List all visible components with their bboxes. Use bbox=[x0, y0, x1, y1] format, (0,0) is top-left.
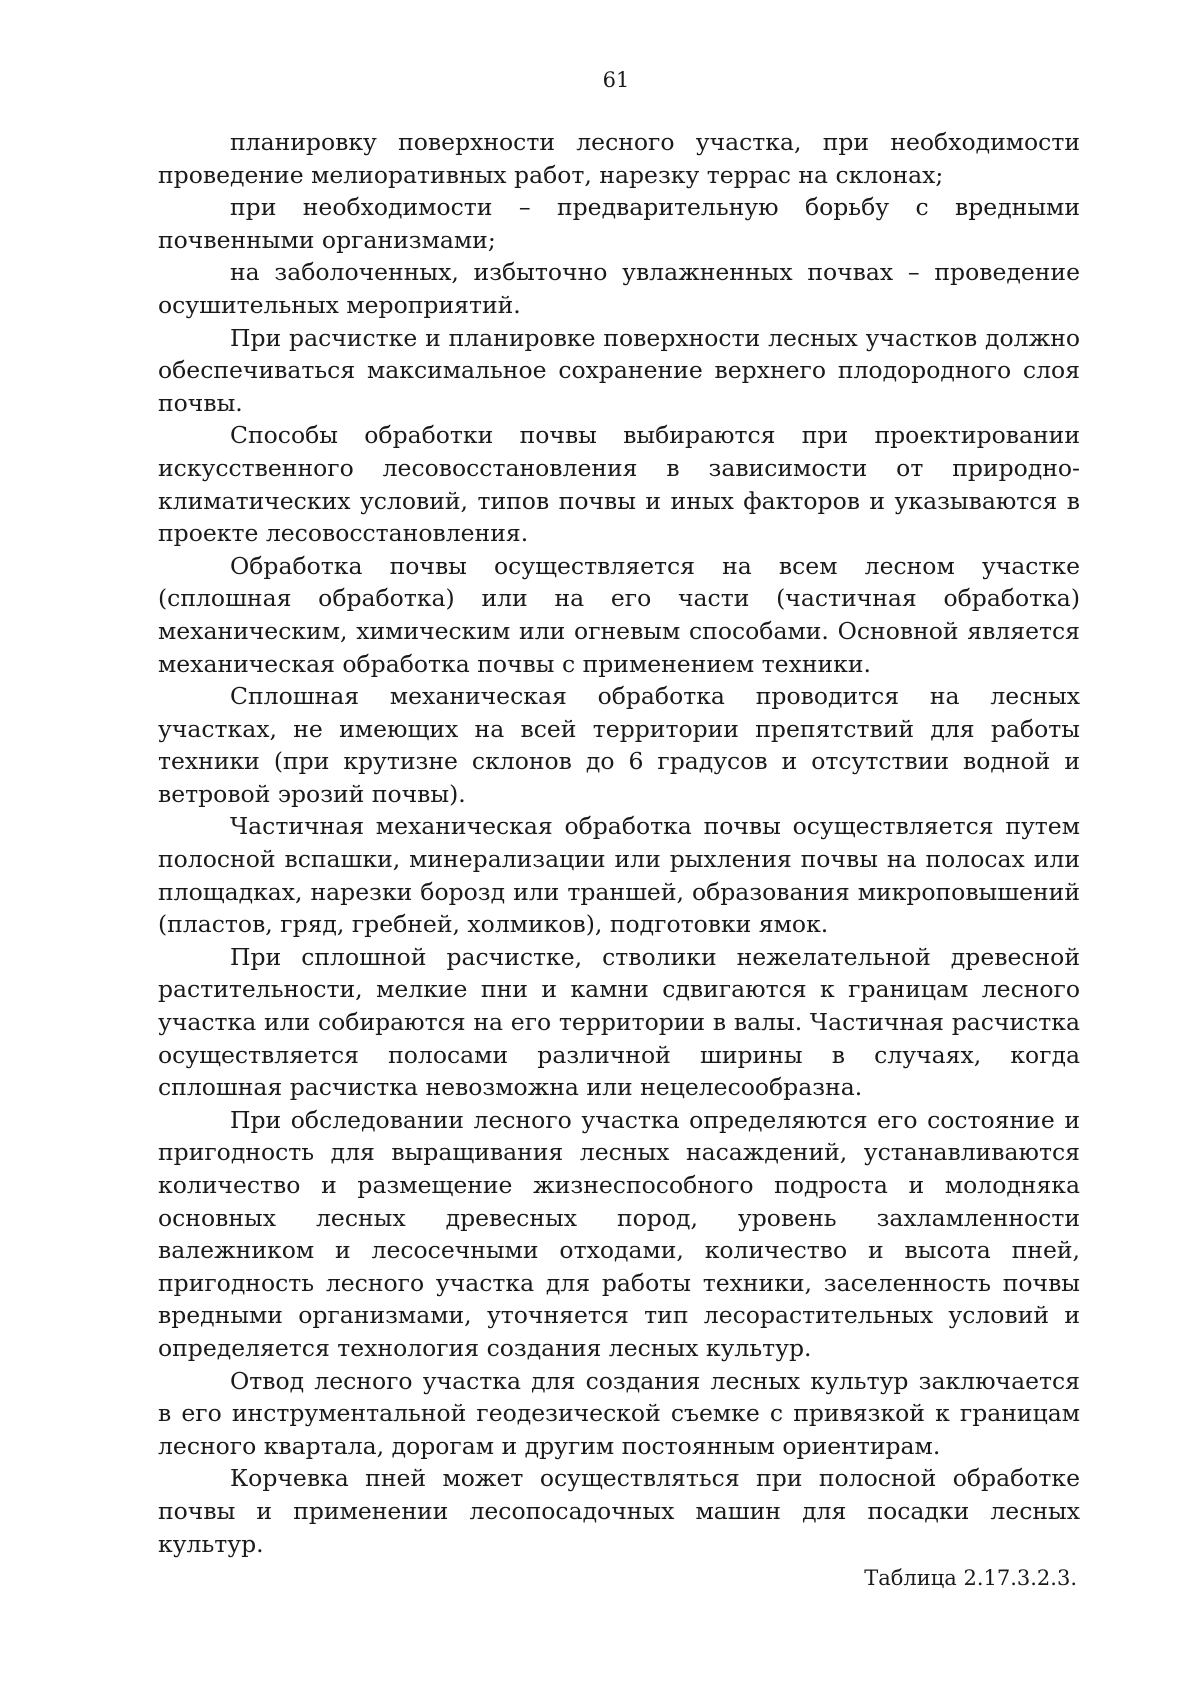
paragraph-tillage-types: Обработка почвы осуществляется на всем лесном участке (сплошная обработка) или на его части (частичная обработка) механическим, химическим или огневым способами. Основной является механическая обработка почвы с применением техники. bbox=[158, 551, 1080, 678]
paragraph-partial-tillage: Частичная механическая обработка почвы осуществляется путем полосной вспашки, минерализации или рыхления почвы на полосах или площадках, нарезки борозд или траншей, образования микроповышений (пластов, гряд, гребней, холмиков), подготовки ямок. bbox=[158, 812, 1080, 939]
paragraph-tillage-methods: Способы обработки почвы выбираются при проектировании искусственного лесовосстановления в зависимости от природно-климатических условий, типов почвы и иных факторов и указываются в проекте лесовосстановления. bbox=[158, 421, 1080, 548]
paragraph-topsoil-preservation: При расчистке и планировке поверхности лесных участков должно обеспечиваться максимальное сохранение верхнего плодородного слоя почвы. bbox=[158, 323, 1080, 417]
document-body bbox=[158, 126, 1080, 1560]
paragraph-stump-removal: Корчевка пней может осуществляться при полосной обработке почвы и применении лесопосадочных машин для посадки лесных культур. bbox=[158, 1464, 1080, 1558]
paragraph-site-survey: При обследовании лесного участка определяются его состояние и пригодность для выращивания лесных насаждений, устанавливаются количество и размещение жизнеспособного подроста и молодняка основных лесных древесных пород, уровень захламленности валежником и лесосечными отходами, количество и высота пней, пригодность лесного участка для работы техники, заселенность почвы вредными организмами, уточняется тип лесорастительных условий и определяется технология создания лесных культур. bbox=[158, 1105, 1080, 1362]
paragraph-pest-control: при необходимости – предварительную борьбу с вредными почвенными организмами; bbox=[158, 193, 1080, 254]
paragraph-clearing: При сплошной расчистке, стволики нежелательной древесной растительности, мелкие пни и камни сдвигаются к границам лесного участка или собираются на его территории в валы. Частичная расчистка осуществляется полосами различной ширины в случаях, когда сплошная расчистка невозможна или нецелесообразна. bbox=[158, 942, 1080, 1102]
paragraph-drainage: на заболоченных, избыточно увлажненных почвах – проведение осушительных мероприятий. bbox=[158, 258, 1080, 319]
page-number: 61 bbox=[602, 68, 630, 92]
paragraph-continuous-tillage: Сплошная механическая обработка проводится на лесных участках, не имеющих на всей территории препятствий для работы техники (при крутизне склонов до 6 градусов и отсутствии водной и ветровой эрозий почвы). bbox=[158, 682, 1080, 808]
paragraph-site-allotment: Отвод лесного участка для создания лесных культур заключается в его инструментальной геодезической съемке с привязкой к границам лесного квартала, дорогам и другим постоянным ориентирам. bbox=[158, 1366, 1080, 1460]
table-caption: Таблица 2.17.3.2.3. bbox=[864, 1566, 1077, 1590]
paragraph-soil-surface-planning: планировку поверхности лесного участка, при необходимости проведение мелиоративных работ, нарезку террас на склонах; bbox=[158, 128, 1080, 189]
